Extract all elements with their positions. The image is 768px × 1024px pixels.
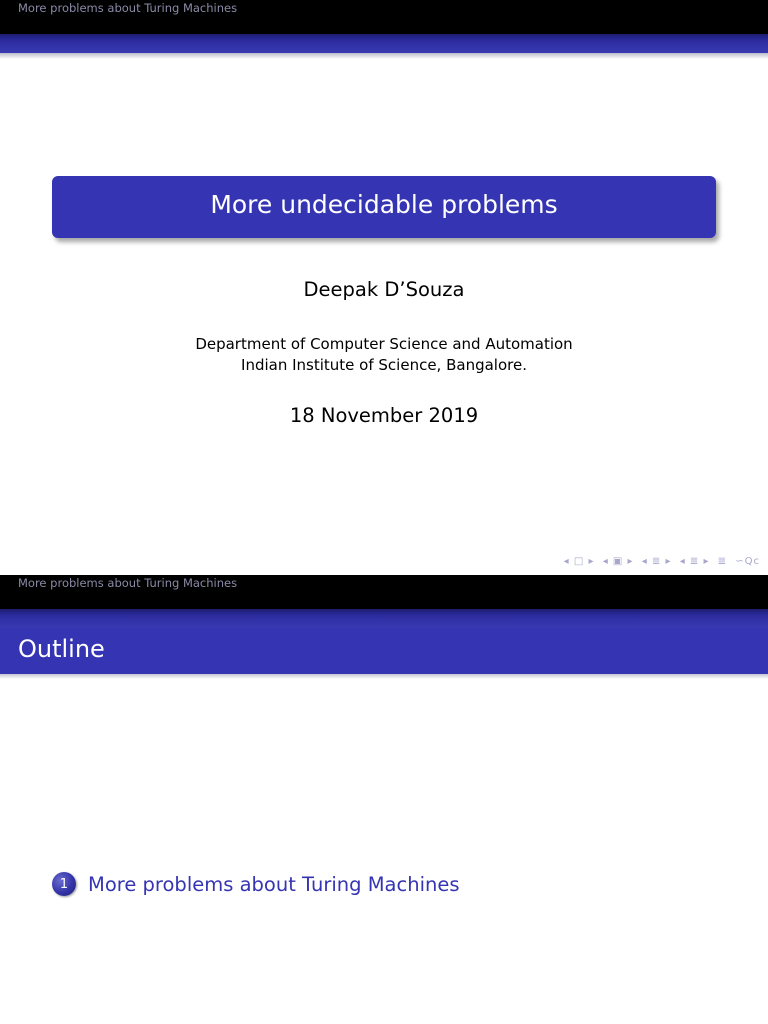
nav-list-icon[interactable]: ≣ xyxy=(717,556,728,567)
outline-slide xyxy=(0,575,768,1024)
header-stripe xyxy=(0,34,768,53)
outline-item[interactable] xyxy=(52,872,460,896)
presentation-title: More undecidable problems xyxy=(210,190,558,219)
outline-item-label[interactable]: More problems about Turing Machines xyxy=(88,872,460,896)
title-box xyxy=(52,176,716,238)
header-bar xyxy=(0,575,768,609)
outline-number-ball-icon: 1 xyxy=(52,872,76,896)
nav-subsection-icon[interactable]: ◂ ▣ ▸ xyxy=(602,556,634,567)
nav-part-icon[interactable]: ◂ ≣ ▸ xyxy=(679,556,710,567)
institute xyxy=(0,334,768,376)
header-section-title: More problems about Turing Machines xyxy=(18,1,238,15)
header-bar xyxy=(0,0,768,34)
nav-frame-icon[interactable]: ◂ □ ▸ xyxy=(563,556,595,567)
header-stripe xyxy=(0,609,768,628)
nav-section-icon[interactable]: ◂ ≣ ▸ xyxy=(641,556,672,567)
institute-line-1: Department of Computer Science and Automation xyxy=(195,335,573,353)
nav-search-icon[interactable]: ∽Qc xyxy=(735,556,760,567)
header-section-title: More problems about Turing Machines xyxy=(18,576,238,590)
presentation-date: 18 November 2019 xyxy=(289,404,479,427)
author-name: Deepak D’Souza xyxy=(303,278,465,301)
institute-line-2: Indian Institute of Science, Bangalore. xyxy=(241,356,527,374)
frame-title-bar xyxy=(0,628,768,674)
beamer-navigation xyxy=(560,556,760,567)
frame-title: Outline xyxy=(18,635,105,663)
